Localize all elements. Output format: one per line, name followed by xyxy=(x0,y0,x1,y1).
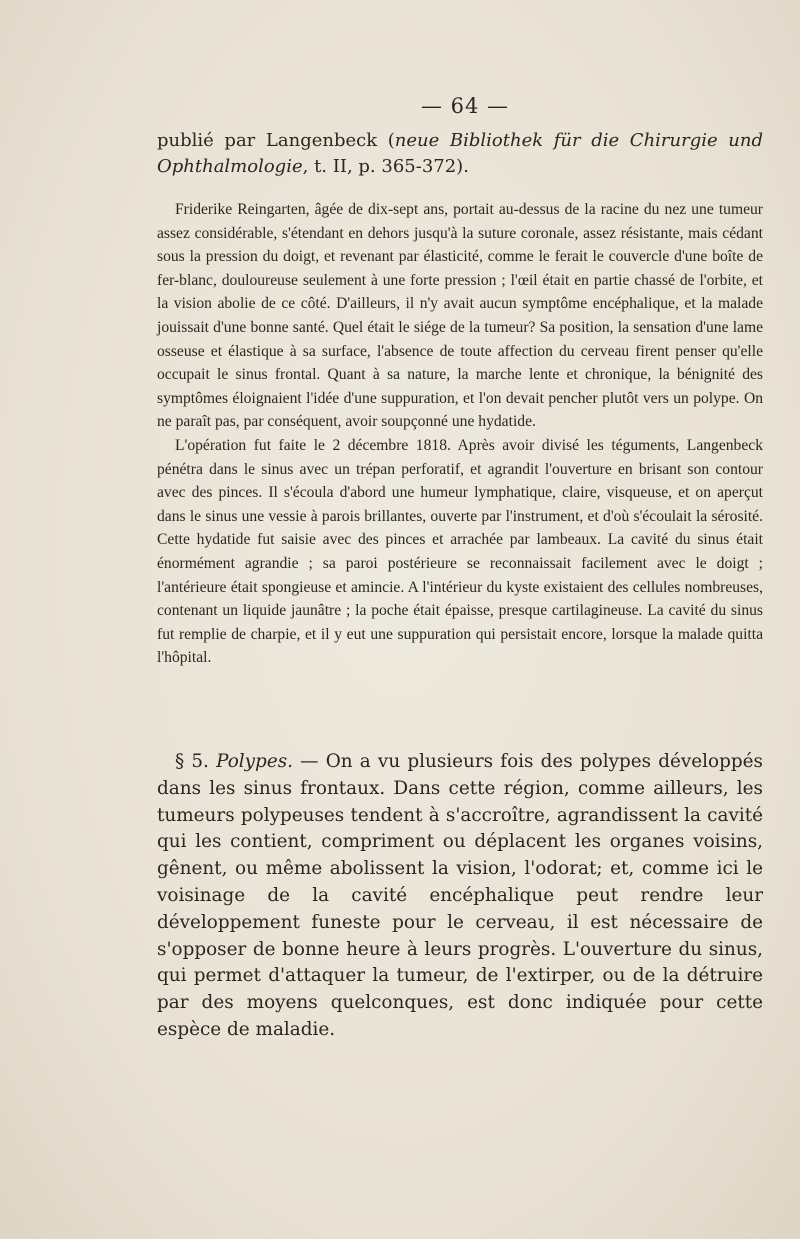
section-text: On a vu plusieurs fois des polypes développés dans les sinus frontaux. Dans cette région, comme ailleurs, les tumeurs polypeuses tendent à s'accroître, agrandissent la cavité qui les contient, compriment ou déplacent les organes voisins, gênent, ou même abolissent la vision, l'odorat; et, comme ici le voisinage de la cavité encéphalique peut rendre leur développement funeste pour le cerveau, il est nécessaire de s'opposer de bonne heure à leurs progrès. L'ouverture du sinus, qui permet d'attaquer la tumeur, de l'extirper, ou de la détruire par des moyens quelconques, est donc indiquée pour cette espèce de maladie. xyxy=(157,751,763,1040)
citation-prefix: publié par Langenbeck ( xyxy=(157,130,395,151)
case-paragraph-2: L'opération fut faite le 2 décembre 1818. Après avoir divisé les téguments, Langenbeck pénétra dans le sinus avec un trépan perforatif, et agrandit l'ouverture en brisant son contour avec des pinces. Il s'écoula d'abord une humeur lymphatique, claire, visqueuse, et on aperçut dans le sinus une vessie à parois brillantes, ouverte par l'instrument, et d'où s'écoulait la sérosité. Cette hydatide fut saisie avec des pinces et arrachée par lambeaux. La cavité du sinus était énormément agrandie ; sa paroi postérieure se reconnaissait facilement avec le doigt ; l'antérieure était spongieuse et amincie. A l'intérieur du kyste existaient des cellules nombreuses, contenant un liquide jaunâtre ; la poche était épaisse, presque cartilagineuse. La cavité du sinus fut remplie de charpie, et il y eut une suppuration qui persistait encore, lorsque la malade quitta l'hôpital. xyxy=(157,436,763,667)
section-polypes xyxy=(157,749,763,1044)
section-dash: — xyxy=(293,751,326,772)
section-title: Polypes. xyxy=(216,751,293,772)
section-paragraph xyxy=(157,749,763,1044)
case-paragraph-1: Friderike Reingarten, âgée de dix-sept ans, portait au-dessus de la racine du nez une tumeur assez considérable, s'étendant en dehors jusqu'à la suture coronale, assez résistante, mais cédant sous la pression du doigt, et revenant par élasticité, comme le ferait le couvercle d'une boîte de fer-blanc, douloureuse seulement à une forte pression ; l'œil était en partie chassé de l'orbite, et la vision abolie de ce côté. D'ailleurs, il n'y avait aucun symptôme encéphalique, et la malade jouissait d'une bonne santé. Quel était le siége de la tumeur? Sa position, la sensation d'une lame osseuse et élastique à sa surface, l'absence de toute affection du cerveau firent penser qu'elle occupait le sinus frontal. Quant à sa nature, la marche lente et chronique, la bénignité des symptômes éloignaient l'idée d'une suppuration, et l'on devait pencher plutôt vers un polype. On ne paraît pas, par conséquent, avoir soupçonné une hydatide. xyxy=(157,201,763,431)
intro-citation xyxy=(157,128,763,180)
section-number: § 5. xyxy=(175,751,217,772)
page-number: — 64 — xyxy=(420,94,510,118)
citation-suffix: , t. II, p. 365-372). xyxy=(302,156,469,177)
case-report xyxy=(157,198,763,670)
citation-source-title: neue Bibliothek für die Chirurgie und Ophthalmologie xyxy=(157,130,763,177)
